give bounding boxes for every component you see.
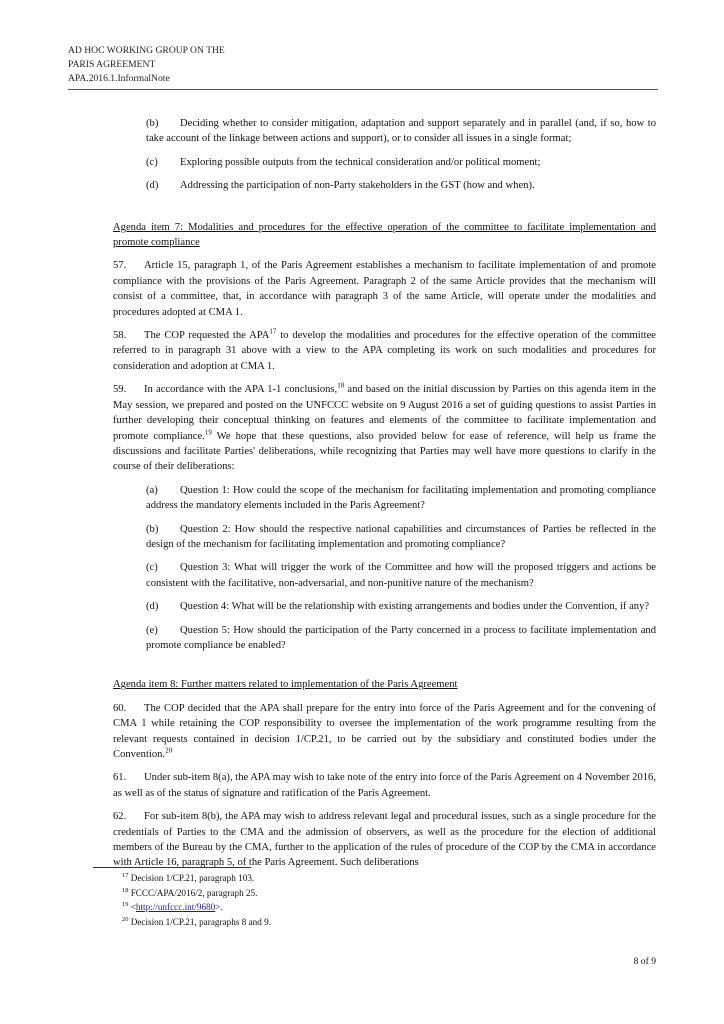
- footnote: $^{18}$ FCCC/APA/2016/2, paragraph 25.: [122, 886, 258, 898]
- header-line-3: APA.2016.1.InformalNote: [68, 73, 170, 85]
- unfccc-link[interactable]: http://unfccc.int/9680: [135, 902, 216, 913]
- footnotes: [122, 871, 642, 929]
- agenda-8-heading: Agenda item 8: Further matters related to implementation of the Paris Agreement: [113, 679, 458, 691]
- paragraph-57: 57. Article 15, paragraph 1, of the Paris Agreement establishes a mechanism to facilitate implementation of and promote compliance with the provisions of the Paris Agreement. Paragraph 2 of the same Article provides that the mechanism will consist of a committee, that, in accordance with paragraph 3 of the same Article, will operate under the modalities and procedures adopted at CMA 1.: [113, 260, 656, 318]
- footnote: $^{19}$ <http://unfccc.int/9680>.: [122, 901, 223, 913]
- paragraph-59: 59. In accordance with the APA 1-1 conclusions,$^{18}$ and based on the initial discussion by Parties on this agenda item in the May session, we prepared and posted on the UNFCCC website on 9 August 2016 a set of guiding questions to assist Parties in further developing their conceptual thinking on features and elements of the committee to facilitate implementation and promote compliance.$^{19}$ We hope that these questions, also provided below for ease of reference, will help us frame the discussions and facilitate Parties' deliberations, while recognizing that Parties may well have more questions to clarify in the course of their deliberations:: [113, 381, 656, 473]
- footnote-ref[interactable]: 17: [269, 327, 277, 336]
- footnote: $^{17}$ Decision 1/CP.21, paragraph 103.: [122, 871, 255, 883]
- footnote-ref[interactable]: 20: [165, 746, 173, 755]
- paragraph-61: 61. Under sub-item 8(a), the APA may wish to take note of the entry into force of the Paris Agreement on 4 November 2016, as well as of the status of signature and ratification of the Paris Agreement.: [113, 772, 656, 799]
- document-body: [113, 116, 656, 879]
- footnote-divider: [93, 867, 251, 868]
- question-item: (c) Question 3: What will trigger the work of the Committee and how will the proposed triggers and actions be consistent with the facilitative, non-adversarial, and non-punitive nature of the mechanism?: [146, 562, 656, 589]
- list-item: (c) Exploring possible outputs from the technical consideration and/or political moment;: [146, 156, 541, 168]
- list-item: (d) Addressing the participation of non-Party stakeholders in the GST (how and when).: [146, 180, 535, 192]
- paragraph-58: 58. The COP requested the APA$^{17}$ to develop the modalities and procedures for the effective operation of the committee referred to in paragraph 31 above with a view to the APA completing its work on such modalities and procedures for consideration and adoption at CMA 1.: [113, 327, 656, 372]
- footnote: $^{20}$ Decision 1/CP.21, paragraphs 8 and 9.: [122, 915, 272, 927]
- footnote-ref[interactable]: 18: [337, 381, 345, 390]
- question-item: (b) Question 2: How should the respective national capabilities and circumstances of Parties be reflected in the design of the mechanism for facilitating implementation and promoting compliance?: [146, 523, 656, 550]
- agenda-7-heading: Agenda item 7: Modalities and procedures for the effective operation of the committee to facilitate implementation and promote compliance: [113, 221, 656, 249]
- header-line-2: PARIS AGREEMENT: [68, 59, 156, 71]
- question-item: (e) Question 5: How should the participation of the Party concerned in a process to facilitate implementation and promote compliance be enabled?: [146, 624, 656, 651]
- paragraph-60: 60. The COP decided that the APA shall prepare for the entry into force of the Paris Agreement and for the convening of CMA 1 while retaining the COP responsibility to oversee the implementation of the work programme resulting from the relevant requests contained in decision 1/CP.21, to be carried out by the subsidiary and constituted bodies under the Convention.$^{20}$: [113, 702, 656, 760]
- list-item: (b) Deciding whether to consider mitigation, adaptation and support separately and in parallel (and, if so, how to take account of the linkage between actions and support), or to consider all issues in a single format;: [146, 118, 656, 145]
- question-item: (d) Question 4: What will be the relationship with existing arrangements and bodies under the Convention, if any?: [146, 601, 650, 613]
- header-line-1: AD HOC WORKING GROUP ON THE: [68, 45, 225, 56]
- footnote-ref[interactable]: 19: [204, 427, 212, 436]
- document-header: [68, 44, 658, 90]
- question-item: (a) Question 1: How could the scope of the mechanism for facilitating implementation and promoting compliance address the mandatory elements included in the Paris Agreement?: [146, 484, 656, 512]
- paragraph-62: 62. For sub-item 8(b), the APA may wish to address relevant legal and procedural issues, such as a single procedure for the credentials of Parties to the CMA and the admission of observers, as well as the procedure for the election of additional members of the Bureau by the CMA, further to the application of the rules of procedure of the COP by the CMA in accordance with Article 16, paragraph 5, of the Paris Agreement. Such deliberations: [113, 811, 656, 869]
- page-number: 8 of 9: [633, 956, 656, 967]
